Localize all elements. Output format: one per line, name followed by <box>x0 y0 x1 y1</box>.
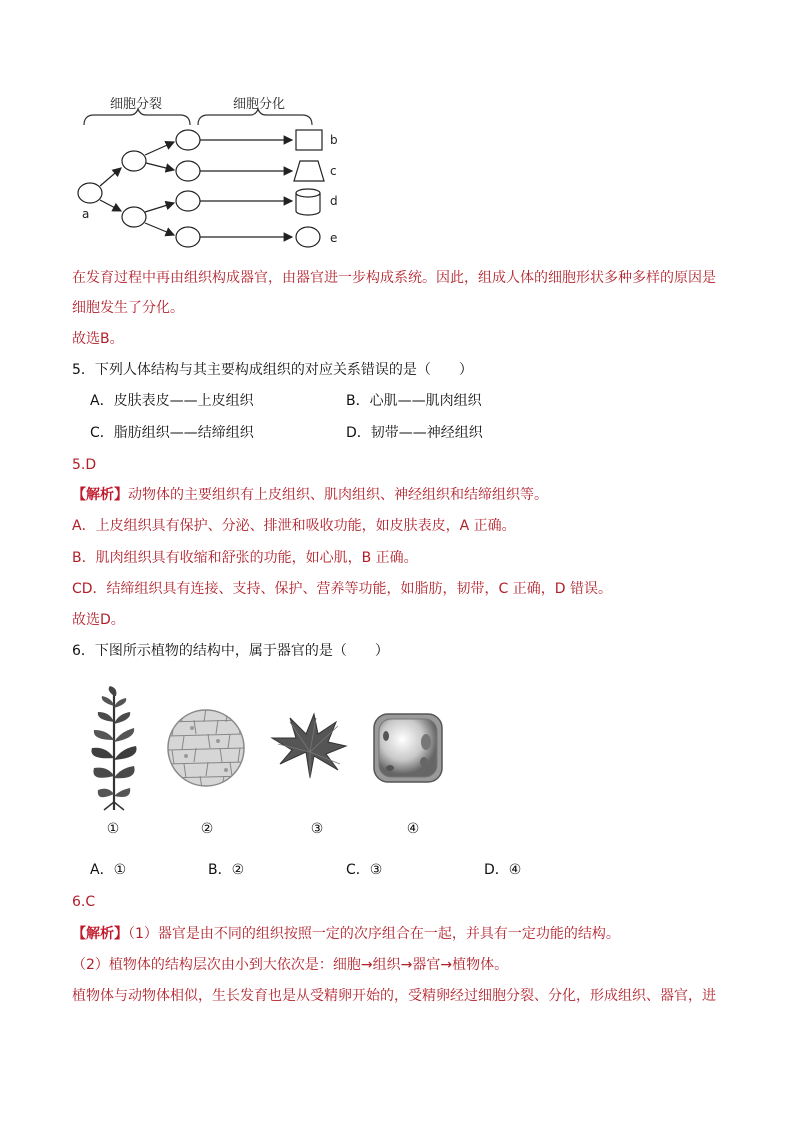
figure-caption-3: ③ <box>310 821 324 837</box>
cell-diagram <box>70 95 360 255</box>
letter-c: c <box>330 164 337 178</box>
q6-analysis-p2: （2）植物体的结构层次由小到大依次是：细胞→组织→器官→植物体。 <box>72 957 509 973</box>
figure-caption-2: ② <box>200 821 214 837</box>
q6-option-b: B．② <box>208 862 245 878</box>
letter-b: b <box>330 133 338 147</box>
cell-e-src <box>176 227 200 247</box>
q5-conclusion: 故选D。 <box>72 612 125 628</box>
q6-analysis-tag: 【解析】 <box>72 926 128 942</box>
q5-option-a: A．皮肤表皮——上皮组织 <box>90 393 254 409</box>
leaf-image <box>270 712 348 784</box>
analysis4-line2: 细胞发生了分化。 <box>72 300 184 316</box>
q6-analysis-p1 <box>72 924 620 944</box>
q6-analysis-p3: 植物体与动物体相似，生长发育也是从受精卵开始的，受精卵经过细胞分裂、分化，形成组织、器官，进 <box>72 988 716 1004</box>
cell-e <box>296 227 320 247</box>
analysis4-line1: 在发育过程中再由组织构成器官，由器官进一步构成系统。因此，组成人体的细胞形状多种多样的原因是 <box>72 270 716 286</box>
cell-b-src <box>176 130 200 150</box>
q6-option-c: C．③ <box>346 862 383 878</box>
figure-caption-1: ① <box>106 821 120 837</box>
cell-a <box>78 183 102 203</box>
q6-analysis-p1-text: （1）器官是由不同的组织按照一定的次序组合在一起，并具有一定功能的结构。 <box>128 926 620 942</box>
q5-analysis-tag: 【解析】 <box>72 487 128 503</box>
cell-c-src <box>176 161 200 181</box>
q5-answer: 5.D <box>72 457 97 473</box>
differentiation-label: 细胞分化 <box>233 97 286 112</box>
q6-option-d: D．④ <box>484 862 522 878</box>
figure-caption-4: ④ <box>406 821 420 837</box>
q6-answer: 6.C <box>72 894 96 910</box>
cell-lower <box>122 207 146 227</box>
q5-analysis-cd: CD．结缔组织具有连接、支持、保护、营养等功能，如脂肪，韧带，C 正确，D 错误。 <box>72 581 613 597</box>
tissue-image <box>166 708 246 788</box>
letter-e: e <box>330 231 338 245</box>
letter-a: a <box>82 207 90 221</box>
cell-b <box>296 130 322 150</box>
q5-analysis-intro <box>72 485 548 505</box>
q5-option-b: B．心肌——肌肉组织 <box>346 393 482 409</box>
q5-option-d: D．韧带——神经组织 <box>346 425 483 441</box>
q5-analysis-intro-text: 动物体的主要组织有上皮组织、肌肉组织、神经组织和结缔组织等。 <box>128 487 548 503</box>
plant-image <box>82 686 146 812</box>
letter-d: d <box>330 194 338 208</box>
cell-c <box>294 161 324 181</box>
q6-stem: 6．下图所示植物的结构中，属于器官的是（ ） <box>72 643 389 659</box>
analysis4-conclusion: 故选B。 <box>72 331 124 347</box>
q5-analysis-a: A．上皮组织具有保护、分泌、排泄和吸收功能，如皮肤表皮，A 正确。 <box>72 518 516 534</box>
division-label: 细胞分裂 <box>110 97 163 112</box>
q5-stem: 5．下列人体结构与其主要构成组织的对应关系错误的是（ ） <box>72 362 473 378</box>
cell-image <box>372 712 444 784</box>
cell-upper <box>122 151 146 171</box>
q5-option-c: C．脂肪组织——结缔组织 <box>90 425 254 441</box>
cell-d-src <box>176 191 200 211</box>
q5-analysis-b: B．肌肉组织具有收缩和舒张的功能，如心肌，B 正确。 <box>72 550 418 566</box>
q6-option-a: A．① <box>90 862 127 878</box>
